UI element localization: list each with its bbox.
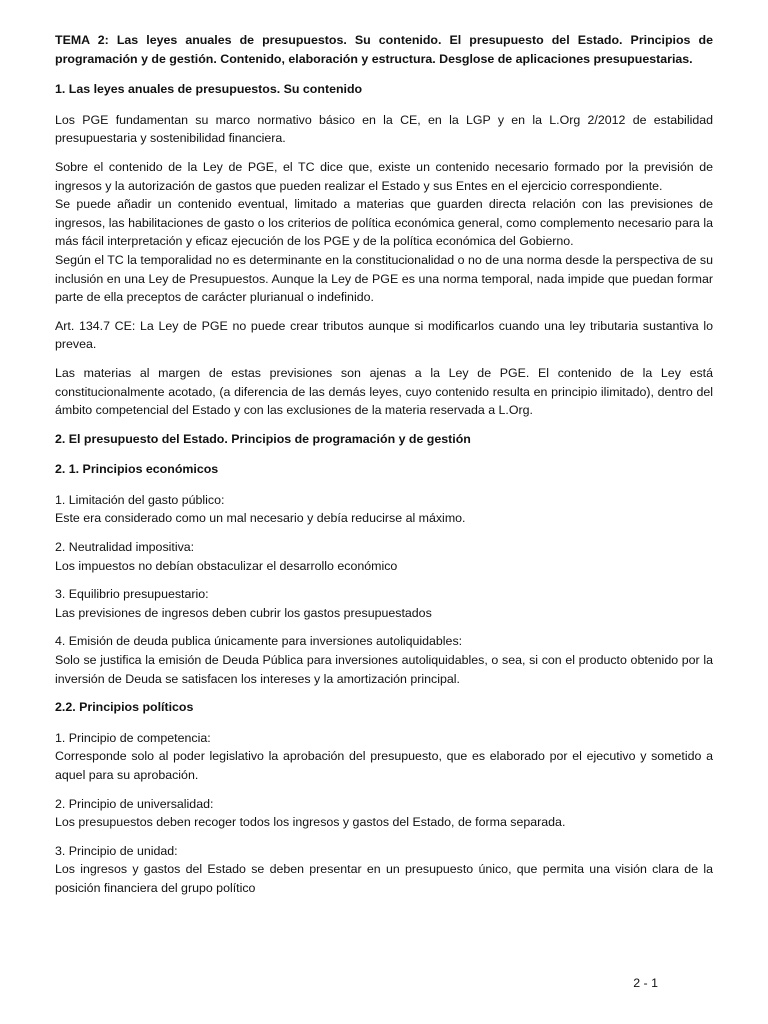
paragraph: Los PGE fundamentan su marco normativo básico en la CE, en la LGP y en la L.Org 2/2012 de estabilidad presupuestaria y sostenibilidad financiera. xyxy=(55,112,713,146)
paragraph: Las materias al margen de estas previsiones son ajenas a la Ley de PGE. El contenido de la Ley está constitucionalmente acotado, (a diferencia de las demás leyes, cuyo contenido resulta en principio ilimitado), dentro del ámbito competencial del Estado y con las exclusiones de la materia reservada a L.Org. xyxy=(55,365,713,418)
item-title: 2. Neutralidad impositiva: xyxy=(55,540,195,555)
paragraph: Art. 134.7 CE: La Ley de PGE no puede crear tributos aunque si modificarlos cuando una ley tributaria sustantiva lo prevea. xyxy=(55,318,713,352)
list-item xyxy=(55,585,713,622)
item-desc: Solo se justifica la emisión de Deuda Pública para inversiones autoliquidables, o sea, si con el producto obtenido por la inversión de Deuda se satisfacen los intereses y la amortización principal. xyxy=(55,653,713,686)
list-item xyxy=(55,491,713,528)
paragraph: Se puede añadir un contenido eventual, limitado a materias que guarden directa relación con las previsiones de ingresos, las habilitaciones de gasto o los criterios de política económica general, como complemento necesario para la más fácil interpretación y eficaz ejecución de los PGE y de la política económica del Gobierno. xyxy=(55,197,713,249)
item-desc: Los ingresos y gastos del Estado se deben presentar en un presupuesto único, que permita una visión clara de la posición financiera del grupo político xyxy=(55,862,713,895)
list-item xyxy=(55,538,713,575)
item-desc: Las previsiones de ingresos deben cubrir los gastos presupuestados xyxy=(55,605,432,620)
item-title: 1. Principio de competencia: xyxy=(55,730,211,745)
section-1-heading: 1. Las leyes anuales de presupuestos. Su contenido xyxy=(55,82,363,97)
subsection-heading: 2. 1. Principios económicos xyxy=(55,462,219,477)
list-item xyxy=(55,729,713,785)
item-title: 3. Principio de unidad: xyxy=(55,843,178,858)
item-desc: Corresponde solo al poder legislativo la aprobación del presupuesto, que es elaborado por el ejecutivo y sometido a aquel para su aprobación. xyxy=(55,749,713,782)
item-title: 4. Emisión de deuda publica únicamente para inversiones autoliquidables: xyxy=(55,634,463,649)
item-desc: Este era considerado como un mal necesario y debía reducirse al máximo. xyxy=(55,511,466,526)
item-title: 1. Limitación del gasto público: xyxy=(55,492,225,507)
list-item xyxy=(55,842,713,898)
page-number: 2 - 1 xyxy=(633,976,658,990)
list-item xyxy=(55,795,713,832)
paragraph: Según el TC la temporalidad no es determinante en la constitucionalidad o no de una norma desde la perspectiva de su inclusión en una Ley de Presupuestos. Aunque la Ley de PGE es una norma temporal, nada impide que puedan formar parte de ella preceptos de carácter plurianual o indefinido. xyxy=(55,252,713,305)
paragraph: Sobre el contenido de la Ley de PGE, el TC dice que, existe un contenido necesario formado por la previsión de ingresos y la autorización de gastos que pueden realizar el Estado y sus Entes en el ejercicio correspondiente. xyxy=(55,159,713,193)
document-title: TEMA 2: Las leyes anuales de presupuestos. Su contenido. El presupuesto del Estado. Principios de programación y de gestión. Contenido, elaboración y estructura. Desglose de aplicaciones presupuestarias. xyxy=(55,33,713,66)
list-item xyxy=(55,632,713,688)
item-desc: Los impuestos no debían obstaculizar el desarrollo económico xyxy=(55,558,398,573)
item-title: 3. Equilibrio presupuestario: xyxy=(55,587,209,602)
item-desc: Los presupuestos deben recoger todos los ingresos y gastos del Estado, de forma separada. xyxy=(55,815,566,830)
section-2-heading: 2. El presupuesto del Estado. Principios de programación y de gestión xyxy=(55,431,471,446)
item-title: 2. Principio de universalidad: xyxy=(55,796,214,811)
subsection-heading: 2.2. Principios políticos xyxy=(55,700,194,715)
